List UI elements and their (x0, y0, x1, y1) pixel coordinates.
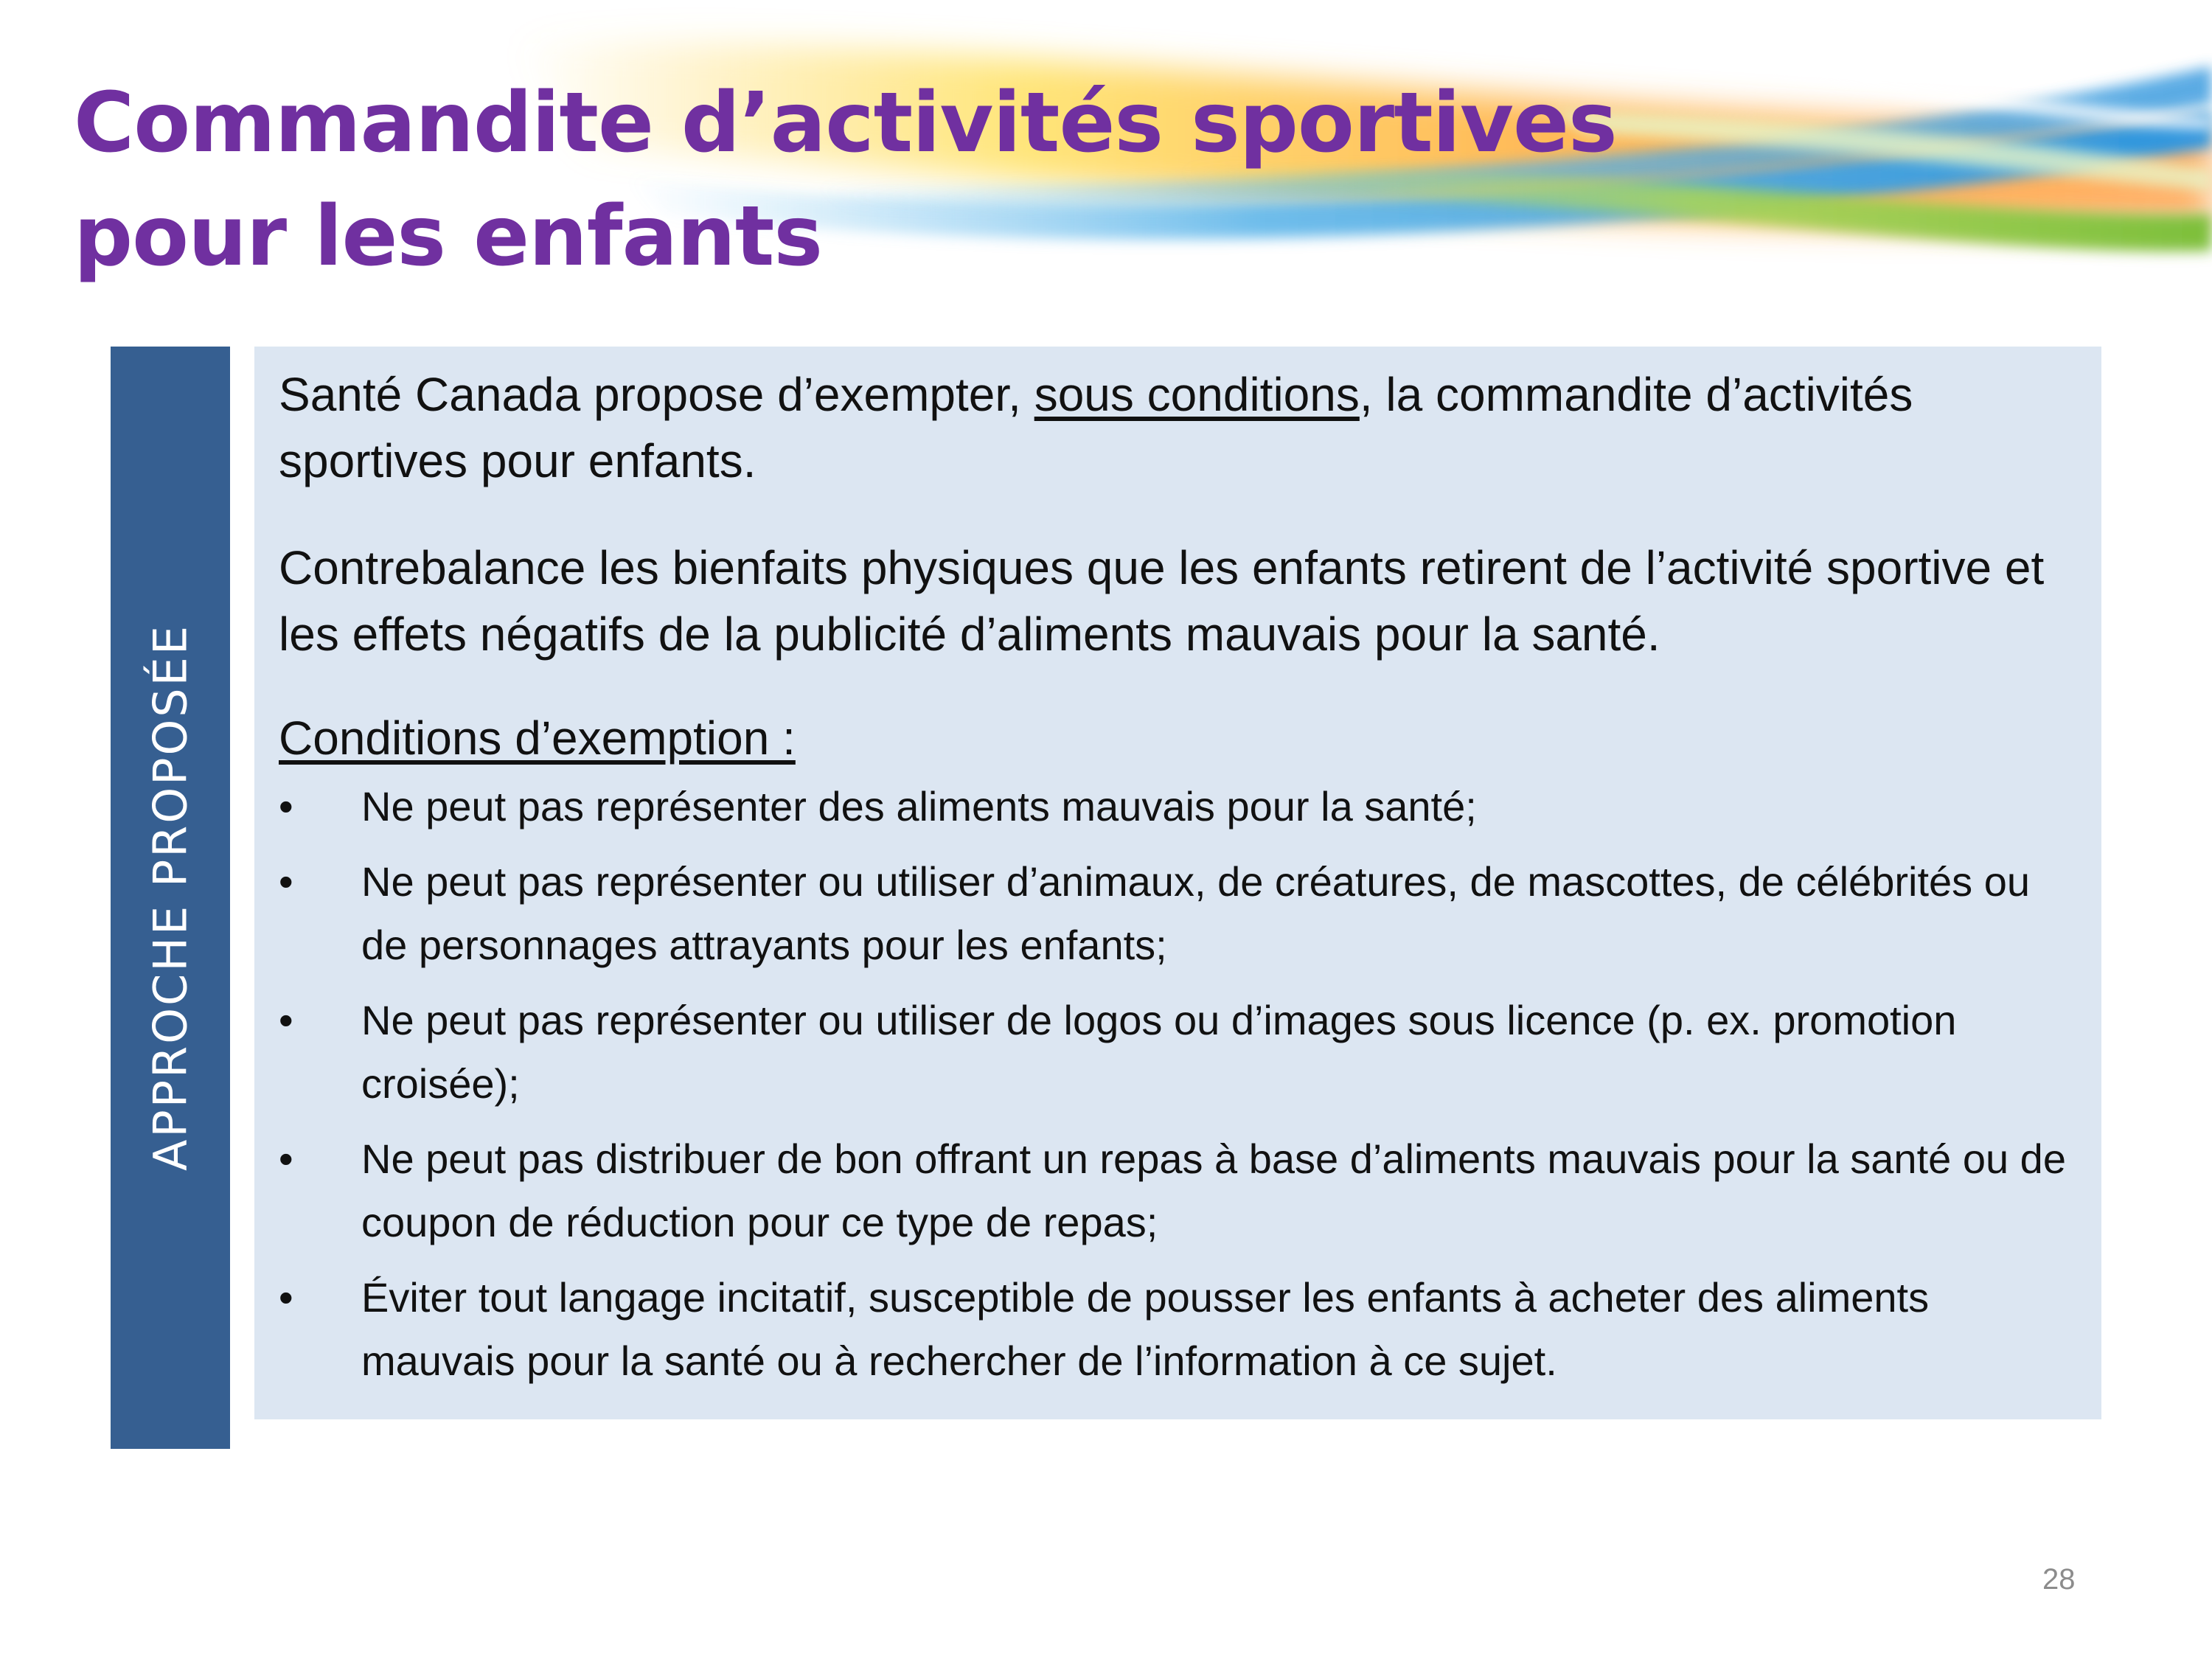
condition-item (279, 1127, 2085, 1254)
condition-text: Ne peut pas représenter ou utiliser d’animaux, de créatures, de mascottes, de célébrités ou de personnages attrayants pour les enfants; (361, 858, 2030, 968)
intro-paragraph (279, 361, 2085, 494)
content-text (279, 361, 2085, 1405)
intro-underlined-text: sous conditions (1034, 368, 1360, 421)
condition-text: Ne peut pas distribuer de bon offrant un repas à base d’aliments mauvais pour la santé ou de coupon de réduction pour ce type de repas; (361, 1135, 2066, 1245)
condition-text: Ne peut pas représenter des aliments mauvais pour la santé; (361, 783, 1477, 830)
page-number: 28 (2042, 1563, 2076, 1596)
bullet-icon: • (279, 997, 293, 1043)
slide-title: Commandite d’activités sportives pour les enfants (74, 75, 1617, 285)
balance-paragraph: Contrebalance les bienfaits physiques que les enfants retirent de l’activité sportive et les effets négatifs de la publicité d’aliments mauvais pour la santé. (279, 541, 2045, 661)
bullet-icon: • (279, 858, 293, 905)
side-label: APPROCHE PROPOSÉE (143, 623, 198, 1172)
condition-item (279, 989, 2085, 1116)
condition-item (279, 1266, 2085, 1393)
intro-text-start: Santé Canada propose d’exempter, (279, 368, 1034, 421)
condition-text: Éviter tout langage incitatif, susceptible de pousser les enfants à acheter des aliments mauvais pour la santé ou à rechercher de l’information à ce sujet. (361, 1274, 1930, 1384)
condition-item (279, 850, 2085, 977)
condition-text: Ne peut pas représenter ou utiliser de logos ou d’images sous licence (p. ex. promotion croisée); (361, 997, 1957, 1107)
conditions-list (279, 775, 2085, 1393)
conditions-heading: Conditions d’exemption : (279, 712, 796, 765)
bullet-icon: • (279, 1135, 293, 1182)
condition-item (279, 775, 2085, 838)
intro-text-end: , la commandite d’activités sportives pour enfants. (279, 368, 1913, 487)
bullet-icon: • (279, 1274, 293, 1321)
bullet-icon: • (279, 783, 293, 830)
